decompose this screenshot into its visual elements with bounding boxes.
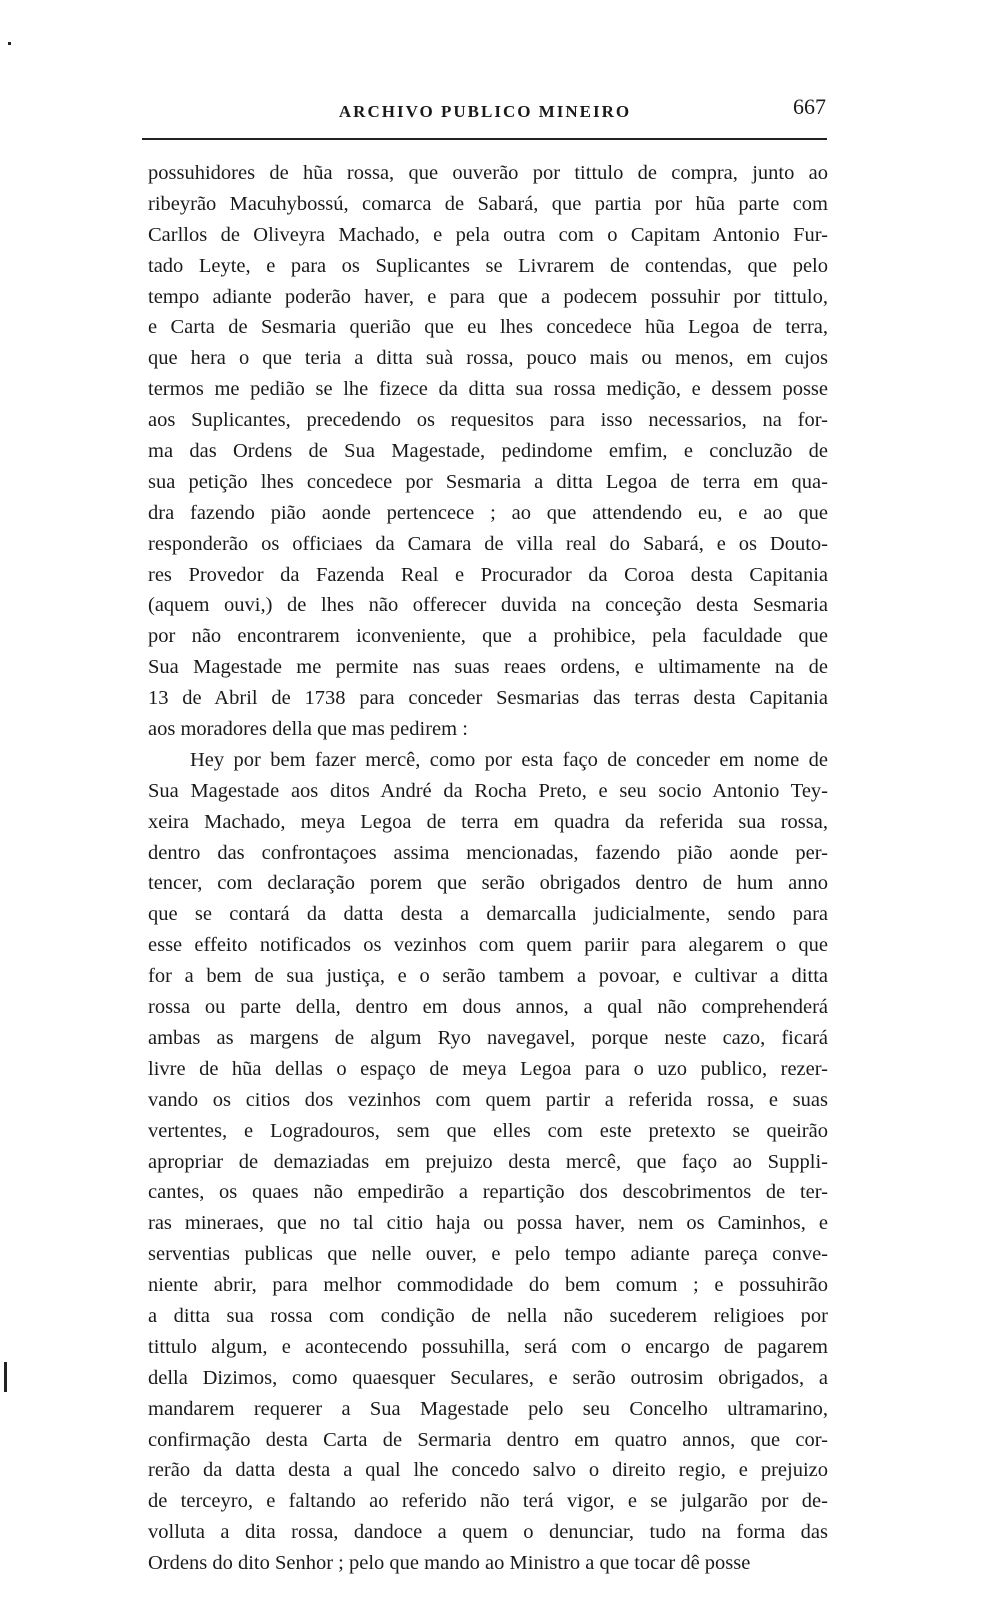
text-line: Ordens do dito Senhor ; pelo que mando ao Ministro a que tocar dê posse	[148, 1552, 751, 1575]
text-line: vando os citios dos vezinhos com quem partir a referida rossa, e suas	[148, 1088, 828, 1111]
text-line: que hera o que teria a ditta suà rossa, pouco mais ou menos, em cujos	[148, 347, 828, 370]
text-line: tencer, com declaração porem que serão obrigados dentro de hum anno	[148, 872, 828, 895]
text-line: tempo adiante poderão haver, e para que a podecem possuhir por tittulo,	[148, 285, 828, 308]
text-line: volluta a dita rossa, dandoce a quem o denunciar, tudo na forma das	[148, 1521, 828, 1544]
text-line: ribeyrão Macuhybossú, comarca de Sabará, que partia por hũa parte com	[148, 192, 828, 215]
text-line: vertentes, e Logradouros, sem que elles com este pretexto se queirão	[148, 1119, 828, 1142]
text-line: Sua Magestade me permite nas suas reaes ordens, e ultimamente na de	[148, 656, 828, 679]
margin-mark	[4, 1362, 7, 1392]
text-line: aos Suplicantes, precedendo os requesitos para isso necessarios, na for-	[148, 409, 828, 432]
text-line: dra fazendo pião aonde pertencece ; ao que attendendo eu, e ao que	[148, 501, 828, 524]
text-line: a ditta sua rossa com condição de nella não sucederem religioes por	[148, 1304, 828, 1327]
text-line: Sua Magestade aos ditos André da Rocha Preto, e seu socio Antonio Tey-	[148, 779, 828, 802]
text-line: rossa ou parte della, dentro em dous annos, a qual não comprehenderá	[148, 996, 828, 1019]
text-line: Hey por bem fazer mercê, como por esta faço de conceder em nome de	[190, 748, 828, 771]
running-title: ARCHIVO PUBLICO MINEIRO	[338, 102, 632, 121]
margin-mark	[8, 42, 11, 45]
text-line: (aquem ouvi,) de lhes não offerecer duvida na conceção desta Sesmaria	[148, 594, 828, 617]
text-line: ma das Ordens de Sua Magestade, pedindome emfim, e concluzão de	[148, 440, 828, 463]
text-line: for a bem de sua justiça, e o serão tambem a povoar, e cultivar a ditta	[148, 965, 828, 988]
paragraph-1	[148, 158, 828, 745]
text-line: termos me pedião se lhe fizece da ditta sua rossa medição, e dessem posse	[148, 378, 828, 401]
text-line: tittulo algum, e acontecendo possuhilla, será com o encargo de pagarem	[148, 1335, 828, 1358]
text-line: possuhidores de hũa rossa, que ouverão por tittulo de compra, junto ao	[148, 162, 828, 184]
page-header	[140, 92, 830, 128]
text-line: 13 de Abril de 1738 para conceder Sesmarias das terras desta Capitania	[148, 687, 828, 710]
text-line: esse effeito notificados os vezinhos com quem pariir para alegarem o que	[148, 934, 828, 957]
text-line: livre de hũa dellas o espaço de meya Legoa para o uzo publico, rezer-	[148, 1057, 828, 1080]
page-number: 667	[793, 94, 826, 119]
header-divider	[142, 138, 827, 140]
body-text	[148, 158, 828, 1579]
text-line: cantes, os quaes não empedirão a repartição dos descobrimentos de ter-	[148, 1181, 828, 1204]
text-line: ras mineraes, que no tal citio haja ou possa haver, nem os Caminhos, e	[148, 1212, 828, 1235]
text-line: tado Leyte, e para os Suplicantes se Livrarem de contendas, que pelo	[148, 254, 828, 277]
text-line: dentro das confrontaçoes assima mencionadas, fazendo pião aonde per-	[148, 841, 828, 864]
text-line: sua petição lhes concedece por Sesmaria a ditta Legoa de terra em qua-	[148, 470, 828, 493]
text-line: rerão da datta desta a qual lhe concedo salvo o direito regio, e prejuizo	[148, 1459, 828, 1482]
text-line: confirmação desta Carta de Sermaria dentro em quatro annos, que cor-	[148, 1428, 828, 1451]
text-line: res Provedor da Fazenda Real e Procurador da Coroa desta Capitania	[148, 563, 828, 586]
text-line: aos moradores della que mas pedirem :	[148, 718, 468, 741]
text-line: apropriar de demaziadas em prejuizo desta mercê, que faço ao Suppli-	[148, 1150, 828, 1173]
text-line: serventias publicas que nelle ouver, e pelo tempo adiante pareça conve-	[148, 1243, 828, 1266]
paragraph-2	[148, 745, 828, 1579]
text-line: niente abrir, para melhor commodidade do bem comum ; e possuhirão	[148, 1274, 828, 1297]
text-line: responderão os officiaes da Camara de villa real do Sabará, e os Douto-	[148, 532, 828, 555]
text-line: ambas as margens de algum Ryo navegavel, porque neste cazo, ficará	[148, 1026, 828, 1049]
text-line: della Dizimos, como quaesquer Seculares, e serão outrosim obrigados, a	[148, 1366, 828, 1389]
text-line: que se contará da datta desta a demarcalla judicialmente, sendo para	[148, 903, 828, 926]
text-line: Carllos de Oliveyra Machado, e pela outra com o Capitam Antonio Fur-	[148, 223, 828, 246]
text-line: mandarem requerer a Sua Magestade pelo seu Concelho ultramarino,	[148, 1397, 828, 1420]
text-line: xeira Machado, meya Legoa de terra em quadra da referida sua rossa,	[148, 810, 828, 833]
text-line: e Carta de Sesmaria querião que eu lhes concedece hũa Legoa de terra,	[148, 316, 828, 339]
text-line: por não encontrarem iconveniente, que a prohibice, pela faculdade que	[148, 625, 828, 648]
text-line: de terceyro, e faltando ao referido não terá vigor, e se julgarão por de-	[148, 1490, 828, 1513]
